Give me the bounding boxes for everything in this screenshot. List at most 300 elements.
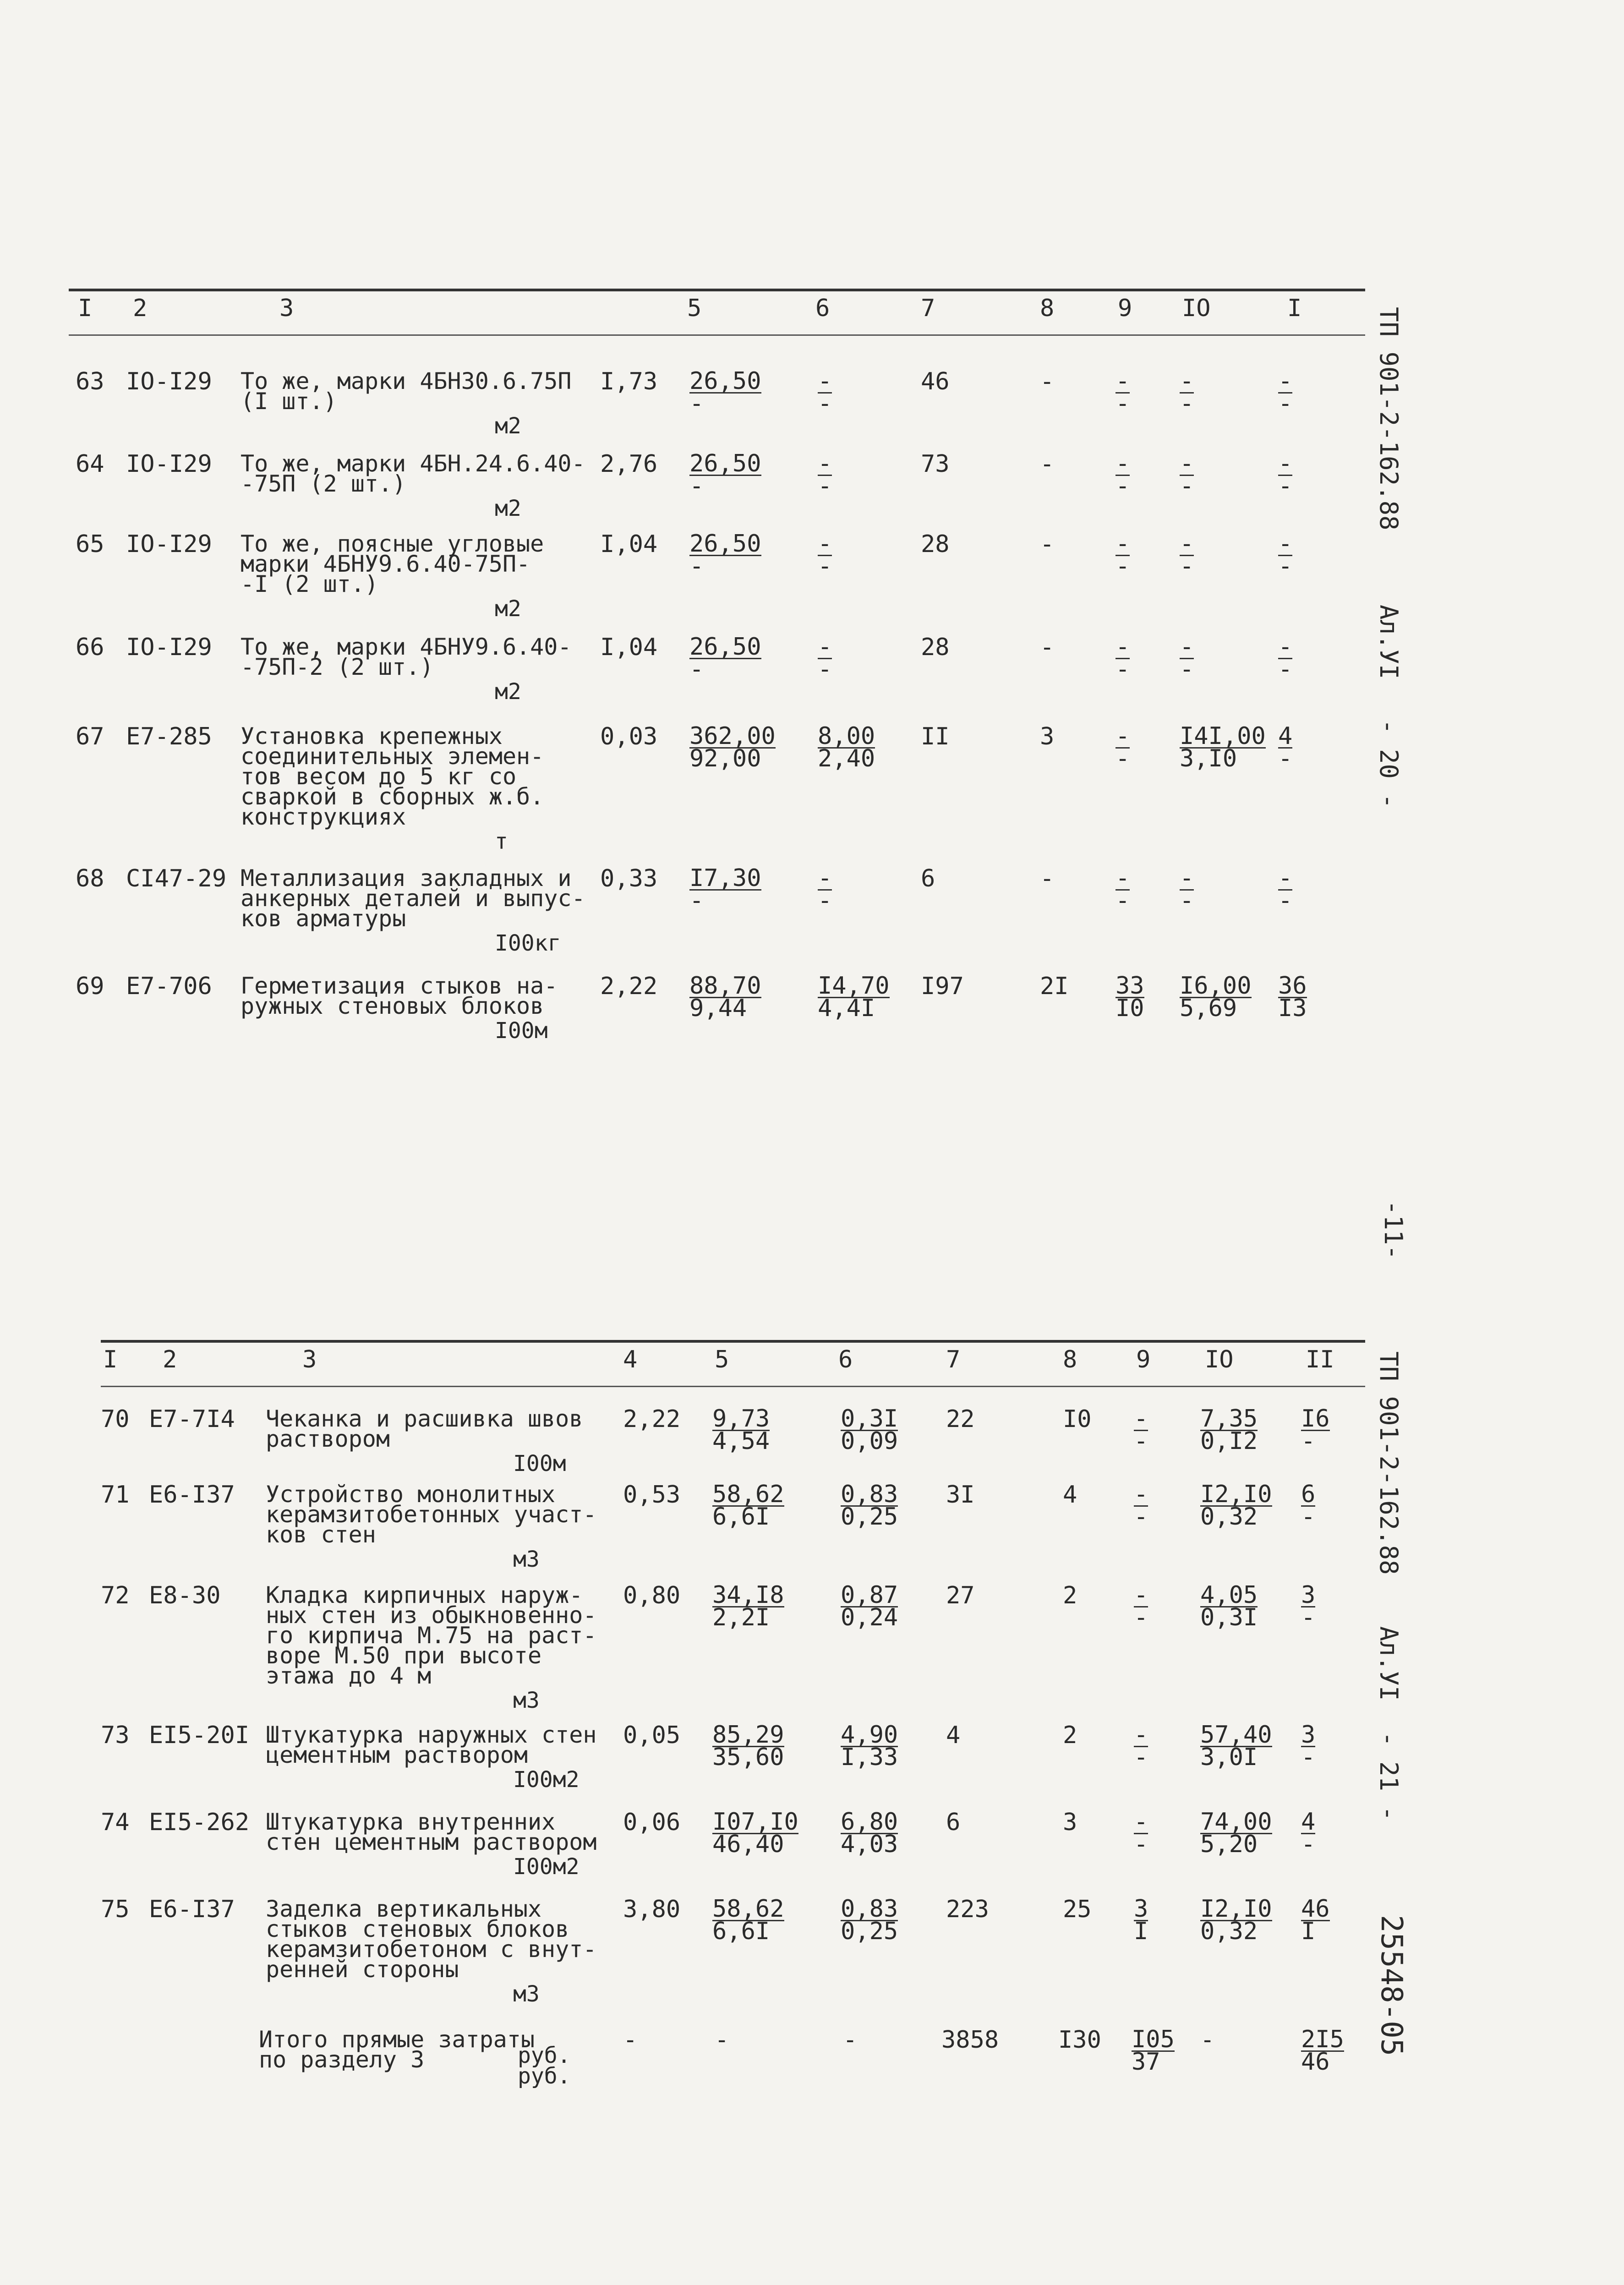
col10-value bbox=[1180, 864, 1194, 914]
col9-value bbox=[1134, 1808, 1148, 1858]
unit-of-measure: I00кг bbox=[495, 930, 561, 956]
unit-cost-bottom: 35,60 bbox=[712, 1744, 784, 1771]
header-cell: 5 bbox=[715, 1346, 729, 1373]
wages: 4 bbox=[1063, 1481, 1077, 1509]
col11-value bbox=[1278, 722, 1293, 772]
col9-value bbox=[1134, 1721, 1148, 1771]
col10-value-top: I2,I0 bbox=[1200, 1481, 1272, 1508]
operating-cost-top: 0,83 bbox=[841, 1481, 898, 1508]
wages: I0 bbox=[1063, 1405, 1092, 1433]
col10-value-bottom: 0,32 bbox=[1200, 1918, 1258, 1945]
header-cell: II bbox=[1306, 1346, 1334, 1373]
quantity: 3,80 bbox=[623, 1896, 681, 1923]
col10-value-bottom: 0,32 bbox=[1200, 1503, 1258, 1531]
unit-cost-bottom: 9,44 bbox=[689, 995, 747, 1022]
work-description: Устройство монолитных керамзитобетонных участ- ков стен bbox=[266, 1481, 597, 1548]
work-description: Чеканка и расшивка швов раствором bbox=[266, 1405, 583, 1452]
col11-value-bottom: - bbox=[1278, 656, 1293, 683]
total-cost: 22 bbox=[946, 1405, 975, 1433]
col11-value bbox=[1301, 1808, 1316, 1858]
col11-value bbox=[1278, 972, 1307, 1022]
rate-code: Е6-I37 bbox=[149, 1481, 235, 1509]
col10-value-bottom: 0,3I bbox=[1200, 1604, 1258, 1631]
side-marker-mid: -11- bbox=[1379, 1200, 1408, 1260]
unit-of-measure: м3 bbox=[513, 1547, 540, 1572]
header-cell: 8 bbox=[1040, 295, 1055, 322]
unit-cost bbox=[712, 1581, 784, 1631]
operating-cost-bottom: - bbox=[818, 472, 832, 500]
col9-value-top: - bbox=[1115, 722, 1130, 750]
quantity: 0,80 bbox=[623, 1582, 681, 1609]
side-page-bottom: - 21 - bbox=[1374, 1732, 1403, 1821]
operating-cost bbox=[818, 530, 832, 580]
col9-value-bottom: - bbox=[1134, 1503, 1148, 1531]
col10-value-bottom: 5,69 bbox=[1180, 995, 1237, 1022]
wages: 25 bbox=[1063, 1896, 1092, 1923]
unit-cost-top: 26,50 bbox=[689, 450, 761, 477]
col9-value-bottom: - bbox=[1115, 390, 1130, 417]
col11-value-top: - bbox=[1278, 367, 1293, 395]
unit-cost-bottom: - bbox=[689, 390, 704, 417]
col10-value-bottom: 5,20 bbox=[1200, 1831, 1258, 1858]
operating-cost-bottom: - bbox=[818, 887, 832, 914]
side-sheet-top: Ал.УI bbox=[1374, 605, 1403, 679]
unit-of-measure: м2 bbox=[495, 679, 521, 705]
total-col9-bottom: 37 bbox=[1132, 2048, 1160, 2076]
col10-value-bottom: - bbox=[1180, 887, 1194, 914]
header-cell: 6 bbox=[838, 1346, 853, 1373]
operating-cost-top: 0,3I bbox=[841, 1405, 898, 1432]
col11-value-bottom: - bbox=[1278, 390, 1293, 417]
col9-value-bottom: - bbox=[1134, 1744, 1148, 1771]
rate-code: Е7-285 bbox=[126, 723, 212, 750]
col11-value bbox=[1278, 633, 1293, 683]
row-number: 71 bbox=[101, 1481, 130, 1509]
total-cost: 28 bbox=[921, 530, 950, 558]
wages: - bbox=[1040, 530, 1055, 558]
unit-of-measure: м3 bbox=[513, 1981, 540, 2007]
col11-value-bottom: - bbox=[1301, 1604, 1316, 1631]
unit-cost-bottom: 2,2I bbox=[712, 1604, 770, 1631]
total-cost: 28 bbox=[921, 634, 950, 661]
unit-of-measure: I00м bbox=[513, 1451, 566, 1476]
header-cell: I bbox=[1287, 295, 1302, 322]
col11-value-top: 4 bbox=[1301, 1808, 1316, 1836]
col9-value-top: - bbox=[1134, 1581, 1148, 1609]
col11-value bbox=[1278, 864, 1293, 914]
col9-value-top: - bbox=[1134, 1721, 1148, 1749]
quantity: 0,53 bbox=[623, 1481, 681, 1509]
col9-value-top: - bbox=[1115, 633, 1130, 661]
operating-cost-top: 0,87 bbox=[841, 1581, 898, 1609]
unit-of-measure: т bbox=[495, 829, 508, 854]
col9-value-bottom: - bbox=[1115, 552, 1130, 580]
unit-cost bbox=[689, 450, 761, 500]
unit-of-measure: м2 bbox=[495, 413, 521, 439]
row-number: 70 bbox=[101, 1405, 130, 1433]
unit-cost bbox=[689, 530, 761, 580]
unit-cost bbox=[689, 633, 761, 683]
side-sheet-bottom: Ал.УI bbox=[1374, 1626, 1403, 1701]
col11-value-bottom: - bbox=[1278, 887, 1293, 914]
work-description: Штукатурка наружных стен цементным раствором bbox=[266, 1722, 597, 1768]
work-description: То же, марки 4БН30.6.75П (I шт.) bbox=[241, 368, 572, 415]
col10-value-top: - bbox=[1180, 864, 1194, 892]
unit-cost bbox=[712, 1808, 798, 1858]
col9-value-bottom: - bbox=[1115, 656, 1130, 683]
col10-value bbox=[1200, 1405, 1258, 1455]
header-cell: 3 bbox=[279, 295, 294, 322]
col10-value-top: - bbox=[1180, 367, 1194, 395]
col11-value-bottom: - bbox=[1301, 1427, 1316, 1455]
quantity: I,04 bbox=[600, 634, 658, 661]
col9-value-top: - bbox=[1115, 367, 1130, 395]
wages: 2 bbox=[1063, 1582, 1077, 1609]
total-cost: 223 bbox=[946, 1896, 989, 1923]
col10-value bbox=[1180, 367, 1194, 417]
col9-value-bottom: I0 bbox=[1115, 995, 1144, 1022]
header-cell: 9 bbox=[1136, 1346, 1151, 1373]
col11-value-top: 4 bbox=[1278, 722, 1293, 750]
row-number: 66 bbox=[76, 634, 104, 661]
header-cell: 8 bbox=[1063, 1346, 1077, 1373]
operating-cost bbox=[841, 1721, 898, 1771]
col10-value bbox=[1200, 1895, 1272, 1945]
total-cost: I97 bbox=[921, 973, 964, 1000]
unit-cost-top: 9,73 bbox=[712, 1405, 770, 1432]
col10-value-top: 74,00 bbox=[1200, 1808, 1272, 1836]
quantity: 0,33 bbox=[600, 865, 658, 892]
header-cell: 7 bbox=[946, 1346, 961, 1373]
unit-cost-top: 26,50 bbox=[689, 530, 761, 558]
total-col11 bbox=[1301, 2026, 1344, 2076]
quantity: 2,22 bbox=[600, 973, 658, 1000]
wages: 2 bbox=[1063, 1722, 1077, 1749]
col11-value-top: - bbox=[1278, 450, 1293, 477]
unit-cost bbox=[689, 722, 776, 772]
col9-value-top: - bbox=[1115, 864, 1130, 892]
col10-value-top: I6,00 bbox=[1180, 972, 1252, 1000]
col9-value bbox=[1115, 864, 1130, 914]
total-col9-top: I05 bbox=[1132, 2026, 1175, 2053]
total-col11-top: 2I5 bbox=[1301, 2026, 1344, 2053]
side-code-bottom: ТП 901-2-162.88 bbox=[1374, 1351, 1403, 1575]
col11-value bbox=[1301, 1895, 1330, 1945]
rate-code: ЕI5-20I bbox=[149, 1722, 250, 1749]
col11-value bbox=[1301, 1721, 1316, 1771]
unit-cost-top: 85,29 bbox=[712, 1721, 784, 1749]
header-cell: 4 bbox=[623, 1346, 638, 1373]
total-cost: 4 bbox=[946, 1722, 961, 1749]
col11-value bbox=[1278, 450, 1293, 500]
wages: 3 bbox=[1063, 1809, 1077, 1836]
col9-value bbox=[1115, 722, 1130, 772]
col10-value bbox=[1200, 1481, 1272, 1531]
total-col9 bbox=[1132, 2026, 1175, 2076]
unit-cost bbox=[689, 367, 761, 417]
table-2-header-rule bbox=[101, 1386, 1365, 1387]
col9-value-bottom: - bbox=[1115, 745, 1130, 772]
col9-value-bottom: - bbox=[1134, 1604, 1148, 1631]
operating-cost bbox=[841, 1581, 898, 1631]
unit-of-measure: м3 bbox=[513, 1688, 540, 1713]
rate-code: ЕI5-262 bbox=[149, 1809, 250, 1836]
col11-value-top: - bbox=[1278, 530, 1293, 558]
operating-cost bbox=[818, 864, 832, 914]
header-cell: 5 bbox=[687, 295, 702, 322]
operating-cost bbox=[818, 722, 875, 772]
total-col11-bottom: 46 bbox=[1301, 2048, 1330, 2076]
wages: - bbox=[1040, 634, 1055, 661]
operating-cost-top: 8,00 bbox=[818, 722, 875, 750]
total-col5: - bbox=[715, 2026, 729, 2054]
operating-cost-top: 6,80 bbox=[841, 1808, 898, 1836]
work-description: Штукатурка внутренних стен цементным раствором bbox=[266, 1809, 597, 1855]
col10-value-bottom: 0,I2 bbox=[1200, 1427, 1258, 1455]
quantity: I,73 bbox=[600, 368, 658, 395]
operating-cost-top: I4,70 bbox=[818, 972, 890, 1000]
operating-cost bbox=[841, 1405, 898, 1455]
operating-cost-top: - bbox=[818, 633, 832, 661]
col9-value bbox=[1115, 450, 1130, 500]
col9-value-bottom: - bbox=[1134, 1831, 1148, 1858]
unit-cost-top: 88,70 bbox=[689, 972, 761, 1000]
col9-value-bottom: - bbox=[1115, 472, 1130, 500]
col11-value bbox=[1278, 367, 1293, 417]
work-description: Установка крепежных соединительных элемен- тов весом до 5 кг со сваркой в сборных ж.б. конструкциях bbox=[241, 723, 544, 830]
col11-value-bottom: I bbox=[1301, 1918, 1316, 1945]
col10-value-bottom: 3,0I bbox=[1200, 1744, 1258, 1771]
col10-value bbox=[1180, 972, 1252, 1022]
unit-cost-top: 362,00 bbox=[689, 722, 776, 750]
total-cost: 6 bbox=[946, 1809, 961, 1836]
side-archive-number: 25548-05 bbox=[1374, 1915, 1408, 2056]
operating-cost bbox=[818, 972, 890, 1022]
header-cell: 2 bbox=[163, 1346, 177, 1373]
unit-of-measure: I00м2 bbox=[513, 1767, 580, 1793]
operating-cost-top: - bbox=[818, 864, 832, 892]
unit-of-measure: I00м2 bbox=[513, 1854, 580, 1880]
header-cell: IO bbox=[1182, 295, 1211, 322]
wages: - bbox=[1040, 368, 1055, 395]
col10-value-top: 4,05 bbox=[1200, 1581, 1258, 1609]
total-col6: - bbox=[843, 2026, 858, 2054]
col10-value bbox=[1180, 722, 1266, 772]
col11-value-top: 3 bbox=[1301, 1721, 1316, 1749]
col9-value bbox=[1115, 633, 1130, 683]
col11-value bbox=[1301, 1405, 1330, 1455]
quantity: I,04 bbox=[600, 530, 658, 558]
quantity: 0,05 bbox=[623, 1722, 681, 1749]
col9-value bbox=[1115, 367, 1130, 417]
col10-value-bottom: - bbox=[1180, 552, 1194, 580]
operating-cost-bottom: 0,25 bbox=[841, 1503, 898, 1531]
col10-value-top: - bbox=[1180, 530, 1194, 558]
operating-cost-top: - bbox=[818, 530, 832, 558]
col9-value-top: - bbox=[1134, 1481, 1148, 1508]
work-description: То же, поясные угловые марки 4БНУ9.6.40-75П- -I (2 шт.) bbox=[241, 530, 544, 597]
col11-value-top: - bbox=[1278, 633, 1293, 661]
col10-value bbox=[1180, 530, 1194, 580]
col10-value bbox=[1180, 450, 1194, 500]
work-description: Кладка кирпичных наруж- ных стен из обыкновенно- го кирпича М.75 на раст- воре М.50 при высоте этажа до 4 м bbox=[266, 1582, 597, 1689]
col9-value bbox=[1134, 1405, 1148, 1455]
row-number: 74 bbox=[101, 1809, 130, 1836]
unit-cost-bottom: 92,00 bbox=[689, 745, 761, 772]
unit-cost bbox=[712, 1481, 784, 1531]
header-cell: 9 bbox=[1118, 295, 1132, 322]
total-cost: 73 bbox=[921, 450, 950, 478]
wages: - bbox=[1040, 865, 1055, 892]
total-unit-1: руб. bbox=[518, 2043, 571, 2068]
col9-value bbox=[1134, 1895, 1148, 1945]
row-number: 75 bbox=[101, 1896, 130, 1923]
col10-value-top: 57,40 bbox=[1200, 1721, 1272, 1749]
col11-value-bottom: - bbox=[1301, 1744, 1316, 1771]
total-cost: 3I bbox=[946, 1481, 975, 1509]
unit-cost-bottom: 6,6I bbox=[712, 1918, 770, 1945]
operating-cost-bottom: - bbox=[818, 656, 832, 683]
header-cell: 6 bbox=[815, 295, 830, 322]
unit-cost-top: 58,62 bbox=[712, 1481, 784, 1508]
unit-cost-bottom: 46,40 bbox=[712, 1831, 784, 1858]
col10-value-top: I2,I0 bbox=[1200, 1895, 1272, 1923]
col11-value-bottom: - bbox=[1301, 1503, 1316, 1531]
quantity: 0,03 bbox=[600, 723, 658, 750]
rate-code: IO-I29 bbox=[126, 368, 212, 395]
header-cell: 7 bbox=[921, 295, 935, 322]
total-cost: 27 bbox=[946, 1582, 975, 1609]
total-sum: 3858 bbox=[941, 2026, 999, 2054]
unit-cost-bottom: - bbox=[689, 472, 704, 500]
unit-of-measure: I00м bbox=[495, 1018, 548, 1044]
col11-value-top: 6 bbox=[1301, 1481, 1316, 1508]
col10-value bbox=[1200, 1808, 1272, 1858]
row-number: 73 bbox=[101, 1722, 130, 1749]
col9-value-bottom: I bbox=[1134, 1918, 1148, 1945]
unit-cost-top: 34,I8 bbox=[712, 1581, 784, 1609]
work-description: То же, марки 4БНУ9.6.40- -75П-2 (2 шт.) bbox=[241, 634, 572, 680]
operating-cost bbox=[818, 367, 832, 417]
rate-code: СI47-29 bbox=[126, 865, 227, 892]
unit-cost-bottom: - bbox=[689, 552, 704, 580]
col10-value-top: - bbox=[1180, 450, 1194, 477]
col9-value-top: 33 bbox=[1115, 972, 1144, 1000]
unit-cost-bottom: 4,54 bbox=[712, 1427, 770, 1455]
quantity: 0,06 bbox=[623, 1809, 681, 1836]
col10-value bbox=[1200, 1581, 1258, 1631]
col9-value-bottom: - bbox=[1134, 1427, 1148, 1455]
row-number: 68 bbox=[76, 865, 104, 892]
total-cost: 6 bbox=[921, 865, 935, 892]
header-cell: I bbox=[103, 1346, 118, 1373]
header-cell: 3 bbox=[302, 1346, 317, 1373]
col10-value-bottom: - bbox=[1180, 390, 1194, 417]
row-number: 65 bbox=[76, 530, 104, 558]
rate-code: IO-I29 bbox=[126, 530, 212, 558]
unit-cost-top: I7,30 bbox=[689, 864, 761, 892]
table-1-header-rule bbox=[69, 334, 1365, 336]
total-wages: I30 bbox=[1058, 2026, 1101, 2054]
quantity: 2,76 bbox=[600, 450, 658, 478]
wages: 2I bbox=[1040, 973, 1069, 1000]
unit-cost bbox=[712, 1405, 770, 1455]
operating-cost bbox=[841, 1481, 898, 1531]
operating-cost bbox=[818, 633, 832, 683]
operating-cost-bottom: 0,09 bbox=[841, 1427, 898, 1455]
col11-value-top: 36 bbox=[1278, 972, 1307, 1000]
operating-cost-bottom: I,33 bbox=[841, 1744, 898, 1771]
unit-of-measure: м2 bbox=[495, 596, 521, 622]
unit-of-measure: м2 bbox=[495, 496, 521, 521]
operating-cost-bottom: 4,03 bbox=[841, 1831, 898, 1858]
row-number: 64 bbox=[76, 450, 104, 478]
col9-value bbox=[1115, 972, 1144, 1022]
unit-cost bbox=[689, 864, 761, 914]
unit-cost bbox=[689, 972, 761, 1022]
col11-value-top: 3 bbox=[1301, 1581, 1316, 1609]
row-number: 63 bbox=[76, 368, 104, 395]
table-1-top-rule bbox=[69, 289, 1365, 291]
unit-cost-bottom: - bbox=[689, 656, 704, 683]
col9-value bbox=[1134, 1581, 1148, 1631]
col11-value-bottom: - bbox=[1278, 472, 1293, 500]
work-description: Герметизация стыков на- ружных стеновых блоков bbox=[241, 973, 558, 1019]
unit-cost-top: 26,50 bbox=[689, 367, 761, 395]
row-number: 67 bbox=[76, 723, 104, 750]
operating-cost-bottom: 4,4I bbox=[818, 995, 875, 1022]
col11-value-bottom: - bbox=[1278, 552, 1293, 580]
col9-value bbox=[1134, 1481, 1148, 1531]
rate-code: Е6-I37 bbox=[149, 1896, 235, 1923]
col9-value-bottom: - bbox=[1115, 887, 1130, 914]
col10-value-top: - bbox=[1180, 633, 1194, 661]
unit-cost-top: I07,I0 bbox=[712, 1808, 798, 1836]
col10-value-bottom: 3,I0 bbox=[1180, 745, 1237, 772]
col11-value-top: 46 bbox=[1301, 1895, 1330, 1923]
operating-cost bbox=[841, 1808, 898, 1858]
operating-cost-bottom: - bbox=[818, 552, 832, 580]
col10-value-top: 7,35 bbox=[1200, 1405, 1258, 1432]
operating-cost-top: - bbox=[818, 450, 832, 477]
work-description: То же, марки 4БН.24.6.40- -75П (2 шт.) bbox=[241, 450, 585, 497]
total-unit-2: руб. bbox=[518, 2063, 571, 2089]
operating-cost-top: 4,90 bbox=[841, 1721, 898, 1749]
side-code-top: ТП 901-2-162.88 bbox=[1374, 307, 1403, 530]
header-cell: IO bbox=[1205, 1346, 1234, 1373]
row-number: 72 bbox=[101, 1582, 130, 1609]
operating-cost-bottom: 0,25 bbox=[841, 1918, 898, 1945]
operating-cost bbox=[818, 450, 832, 500]
rate-code: Е7-706 bbox=[126, 973, 212, 1000]
rate-code: Е8-30 bbox=[149, 1582, 221, 1609]
wages: 3 bbox=[1040, 723, 1055, 750]
col9-value-top: - bbox=[1134, 1808, 1148, 1836]
side-page-top: - 20 - bbox=[1374, 719, 1403, 809]
rate-code: Е7-7I4 bbox=[149, 1405, 235, 1433]
col11-value-bottom: I3 bbox=[1278, 995, 1307, 1022]
quantity: 2,22 bbox=[623, 1405, 681, 1433]
col11-value bbox=[1301, 1481, 1316, 1531]
row-number: 69 bbox=[76, 973, 104, 1000]
unit-cost-top: 58,62 bbox=[712, 1895, 784, 1923]
col9-value-top: - bbox=[1115, 530, 1130, 558]
operating-cost-top: - bbox=[818, 367, 832, 395]
col10-value-top: I4I,00 bbox=[1180, 722, 1266, 750]
total-quantity: - bbox=[623, 2026, 638, 2054]
total-cost: 46 bbox=[921, 368, 950, 395]
operating-cost-bottom: - bbox=[818, 390, 832, 417]
